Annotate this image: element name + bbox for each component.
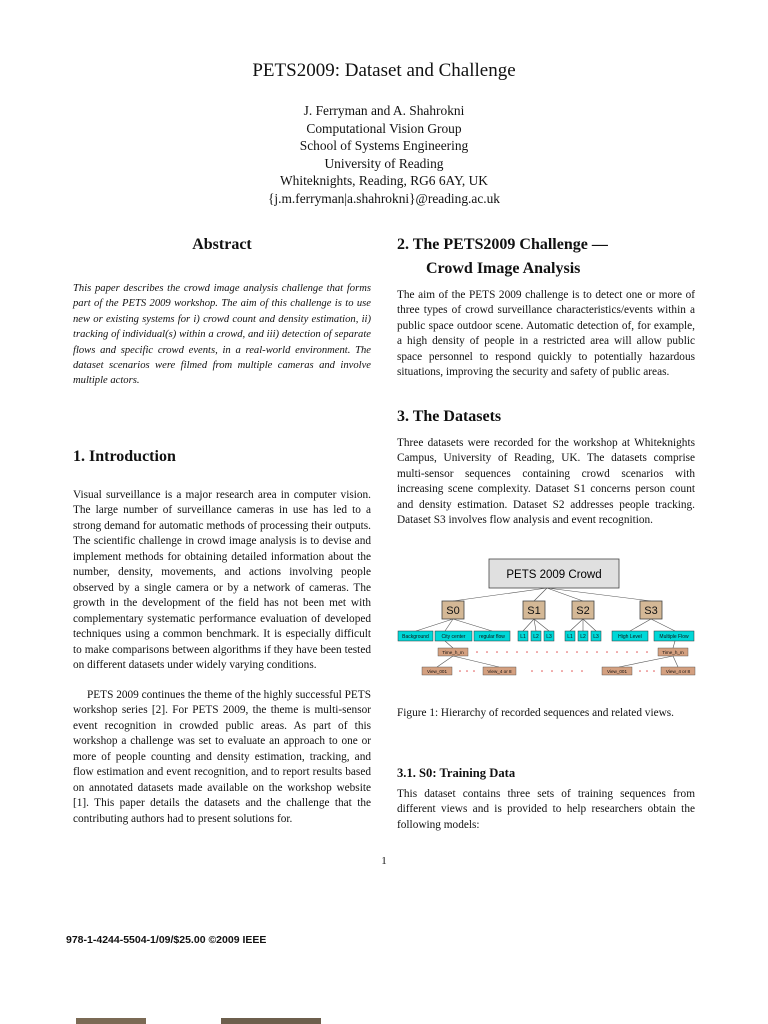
datasets-heading: 3. The Datasets [397,408,502,425]
next-page-image-strip-2 [221,1018,321,1024]
training-heading: 3.1. S0: Training Data [397,766,516,780]
leaf-label-s2-l3: L3 [593,634,599,640]
intro-paragraph-1: Visual surveillance is a major research area in computer vision. The large number of surveillance cameras in use has led to a strong demand for automatic methods of processing their outputs. The scientific challenge in crowd image analysis is to devise and implement methods for obtaining detailed information about the number, density, movements, and actions involving people observed by a single camera or by a network of cameras. The growth in the development of the field has not been met with complementary systematic performance evaluation of developed techniques using a common benchmark. It is especially difficult to make comparisons between algorithms if they have been tested on different datasets under widely varying conditions. [73,489,371,671]
author-group: Computational Vision Group [306,120,462,136]
leaf-label-multiple-flow: Multiple Flow [659,634,689,640]
challenge-text: The aim of the PETS 2009 challenge is to detect one or more of three types of crowd surveillance characteristics/events within a public space outdoor scene. Automatic detection of, for example, a high density of people in a restricted area will allow public space personnel to respond quickly to potentially hazardous situations, improving the security and safety of public areas. [397,289,695,379]
time-label-right: Time_h_m [662,649,684,655]
leaf-label-regular-flow: regular flow [479,634,505,640]
leaf-label-s2-l2: L2 [580,634,586,640]
view-label-right-first: View_001 [606,668,628,674]
challenge-heading-line-1: 2. The PETS2009 Challenge — [397,236,608,253]
set-label-s0: S0 [446,605,460,617]
paper-title: PETS2009: Dataset and Challenge [252,60,516,81]
view-label-right-last: View_4 or 8 [665,668,691,674]
abstract-text: This paper describes the crowd image analysis challenge that forms part of the PETS 2009 workshop. The aim of this challenge is to use new or existing systems for i) crowd count and density estimation, ii) tracking of individual(s) within a crowd, and iii) detection of separate flows and specific crowd events, in a real-world environment. The dataset scenarios were filmed from multiple cameras and involve multiple actors. [73,283,371,387]
hierarchy-figure [397,555,697,680]
abstract-heading: Abstract [192,236,252,253]
set-label-s1: S1 [527,605,541,617]
leaf-label-high-level: High Level [618,634,642,640]
datasets-text: Three datasets were recorded for the workshop at Whiteknights Campus, University of Reading, UK. The datasets comprise multi-sensor sequences containing crowd scenarios with increasing scene complexity. Dataset S1 concerns person count and density estimation. Dataset S2 addresses people tracking. Dataset S3 involves flow analysis and event recognition. [397,437,695,527]
time-label-left: Time_h_m [442,649,464,655]
intro-paragraph-2: PETS 2009 continues the theme of the highly successful PETS workshop series [2]. For PETS 2009, the theme is multi-sensor event recognition in crowded public areas. As part of this workshop a challenge was set to evaluate an approach to one or more of people counting and density estimation, tracking, and flow estimation and event recognition, and to report results based on annotated datasets made available on the workshop website [1]. This paper details the datasets and the challenge that the contributing authors had to present solutions for. [73,689,371,825]
training-text: This dataset contains three sets of training sequences from different views and is provided to help researchers obtain the following models: [397,788,695,831]
author-school: School of Systems Engineering [299,138,469,154]
author-names: J. Ferryman and A. Shahrokni [303,103,465,118]
leaf-label-city-center: City center [441,634,466,640]
figure-caption: Figure 1: Hierarchy of recorded sequences and related views. [397,707,674,719]
leaf-label-background: Background [402,634,429,640]
root-label: PETS 2009 Crowd [506,569,602,581]
author-email: {j.m.ferryman|a.shahrokni}@reading.ac.uk [268,190,500,206]
isbn-footer: 978-1-4244-5504-1/09/$25.00 ©2009 IEEE [66,934,267,946]
view-label-left-first: View_001 [426,668,448,674]
view-label-left-last: View_4 or 8 [487,668,512,674]
set-label-s2: S2 [576,605,590,617]
author-block [0,102,768,208]
challenge-heading-line-2: Crowd Image Analysis [426,260,581,277]
author-university: University of Reading [324,155,444,171]
next-page-image-strip-1 [76,1018,146,1024]
set-label-s3: S3 [644,605,658,617]
author-address: Whiteknights, Reading, RG6 6AY, UK [280,173,488,189]
leaf-label-s1-l2: L2 [533,634,539,640]
leaf-label-s1-l1: L1 [520,634,526,640]
page-number: 1 [381,855,387,867]
leaf-label-s1-l3: L3 [546,634,552,640]
intro-heading: 1. Introduction [73,448,176,465]
leaf-label-s2-l1: L1 [567,634,573,640]
